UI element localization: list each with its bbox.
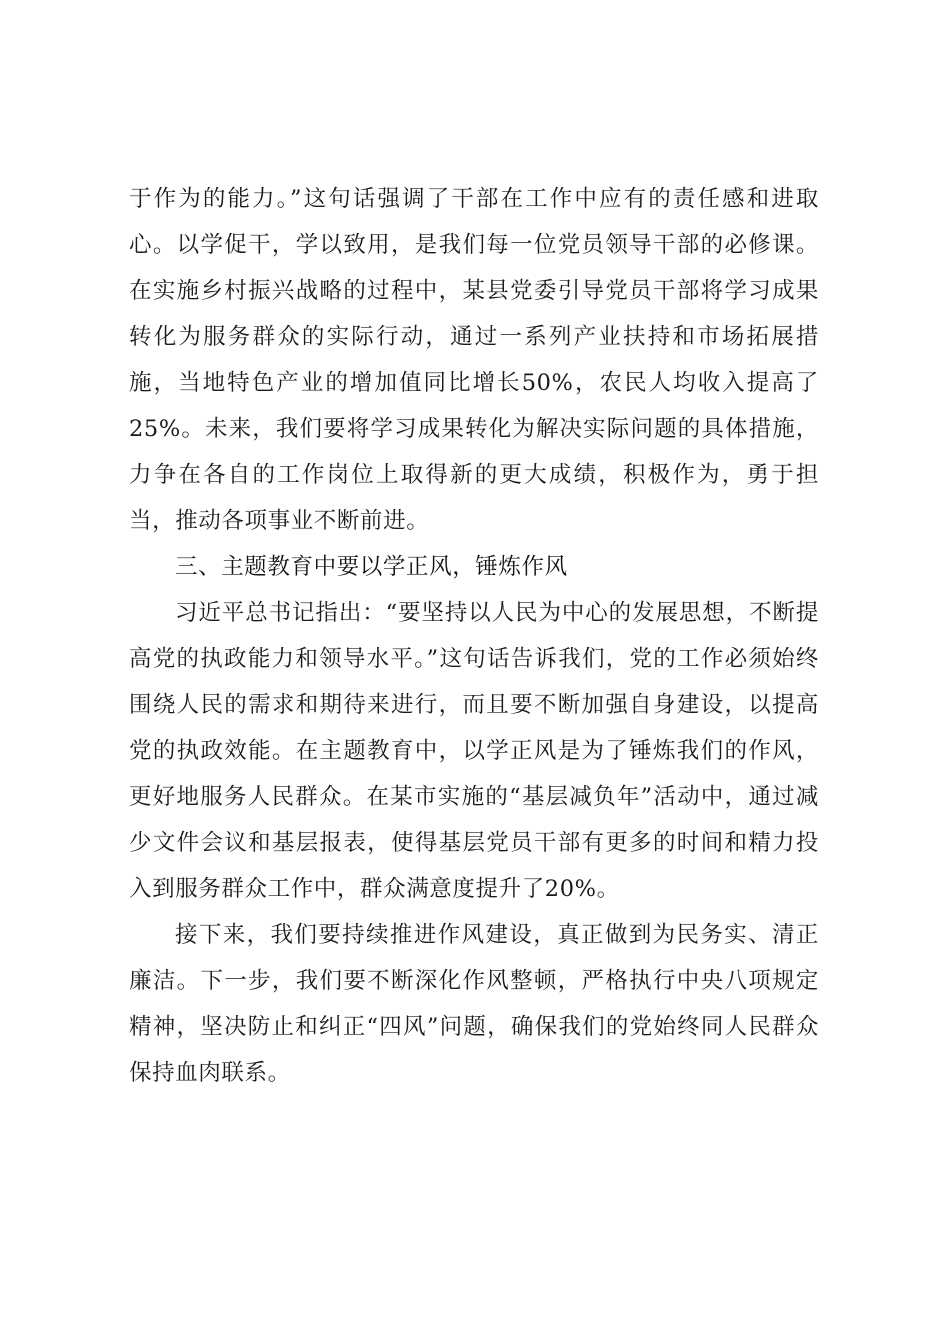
paragraph-continuation: 于作为的能力。”这句话强调了干部在工作中应有的责任感和进取心。以学促干，学以致用，是我们每一位党员领导干部的必修课。在实施乡村振兴战略的过程中，某县党委引导党员干部将学习成果转化为服务群众的实际行动，通过一系列产业扶持和市场拓展措施，当地特色产业的增加值同比增长50%，农民人均收入提高了25%。未来，我们要将学习成果转化为解决实际问题的具体措施，力争在各自的工作岗位上取得新的更大成绩，积极作为，勇于担当，推动各项事业不断前进。 (129, 186, 819, 534)
paragraph-section-three-intro: 习近平总书记指出：“要坚持以人民为中心的发展思想，不断提高党的执政能力和领导水平。”这句话告诉我们，党的工作必须始终围绕人民的需求和期待来进行，而且要不断加强自身建设，以提高党的执政效能。在主题教育中，以学正风是为了锤炼我们的作风，更好地服务人民群众。在某市实施的“基层减负年”活动中，通过减少文件会议和基层报表，使得基层党员干部有更多的时间和精力投入到服务群众工作中，群众满意度提升了20%。 (129, 600, 819, 902)
document-body (129, 176, 819, 1096)
section-heading-three: 三、主题教育中要以学正风，锤炼作风 (175, 554, 568, 580)
paragraph-next-steps: 接下来，我们要持续推进作风建设，真正做到为民务实、清正廉洁。下一步，我们要不断深化作风整顿，严格执行中央八项规定精神，坚决防止和纠正“四风”问题，确保我们的党始终同人民群众保持血肉联系。 (129, 922, 819, 1086)
